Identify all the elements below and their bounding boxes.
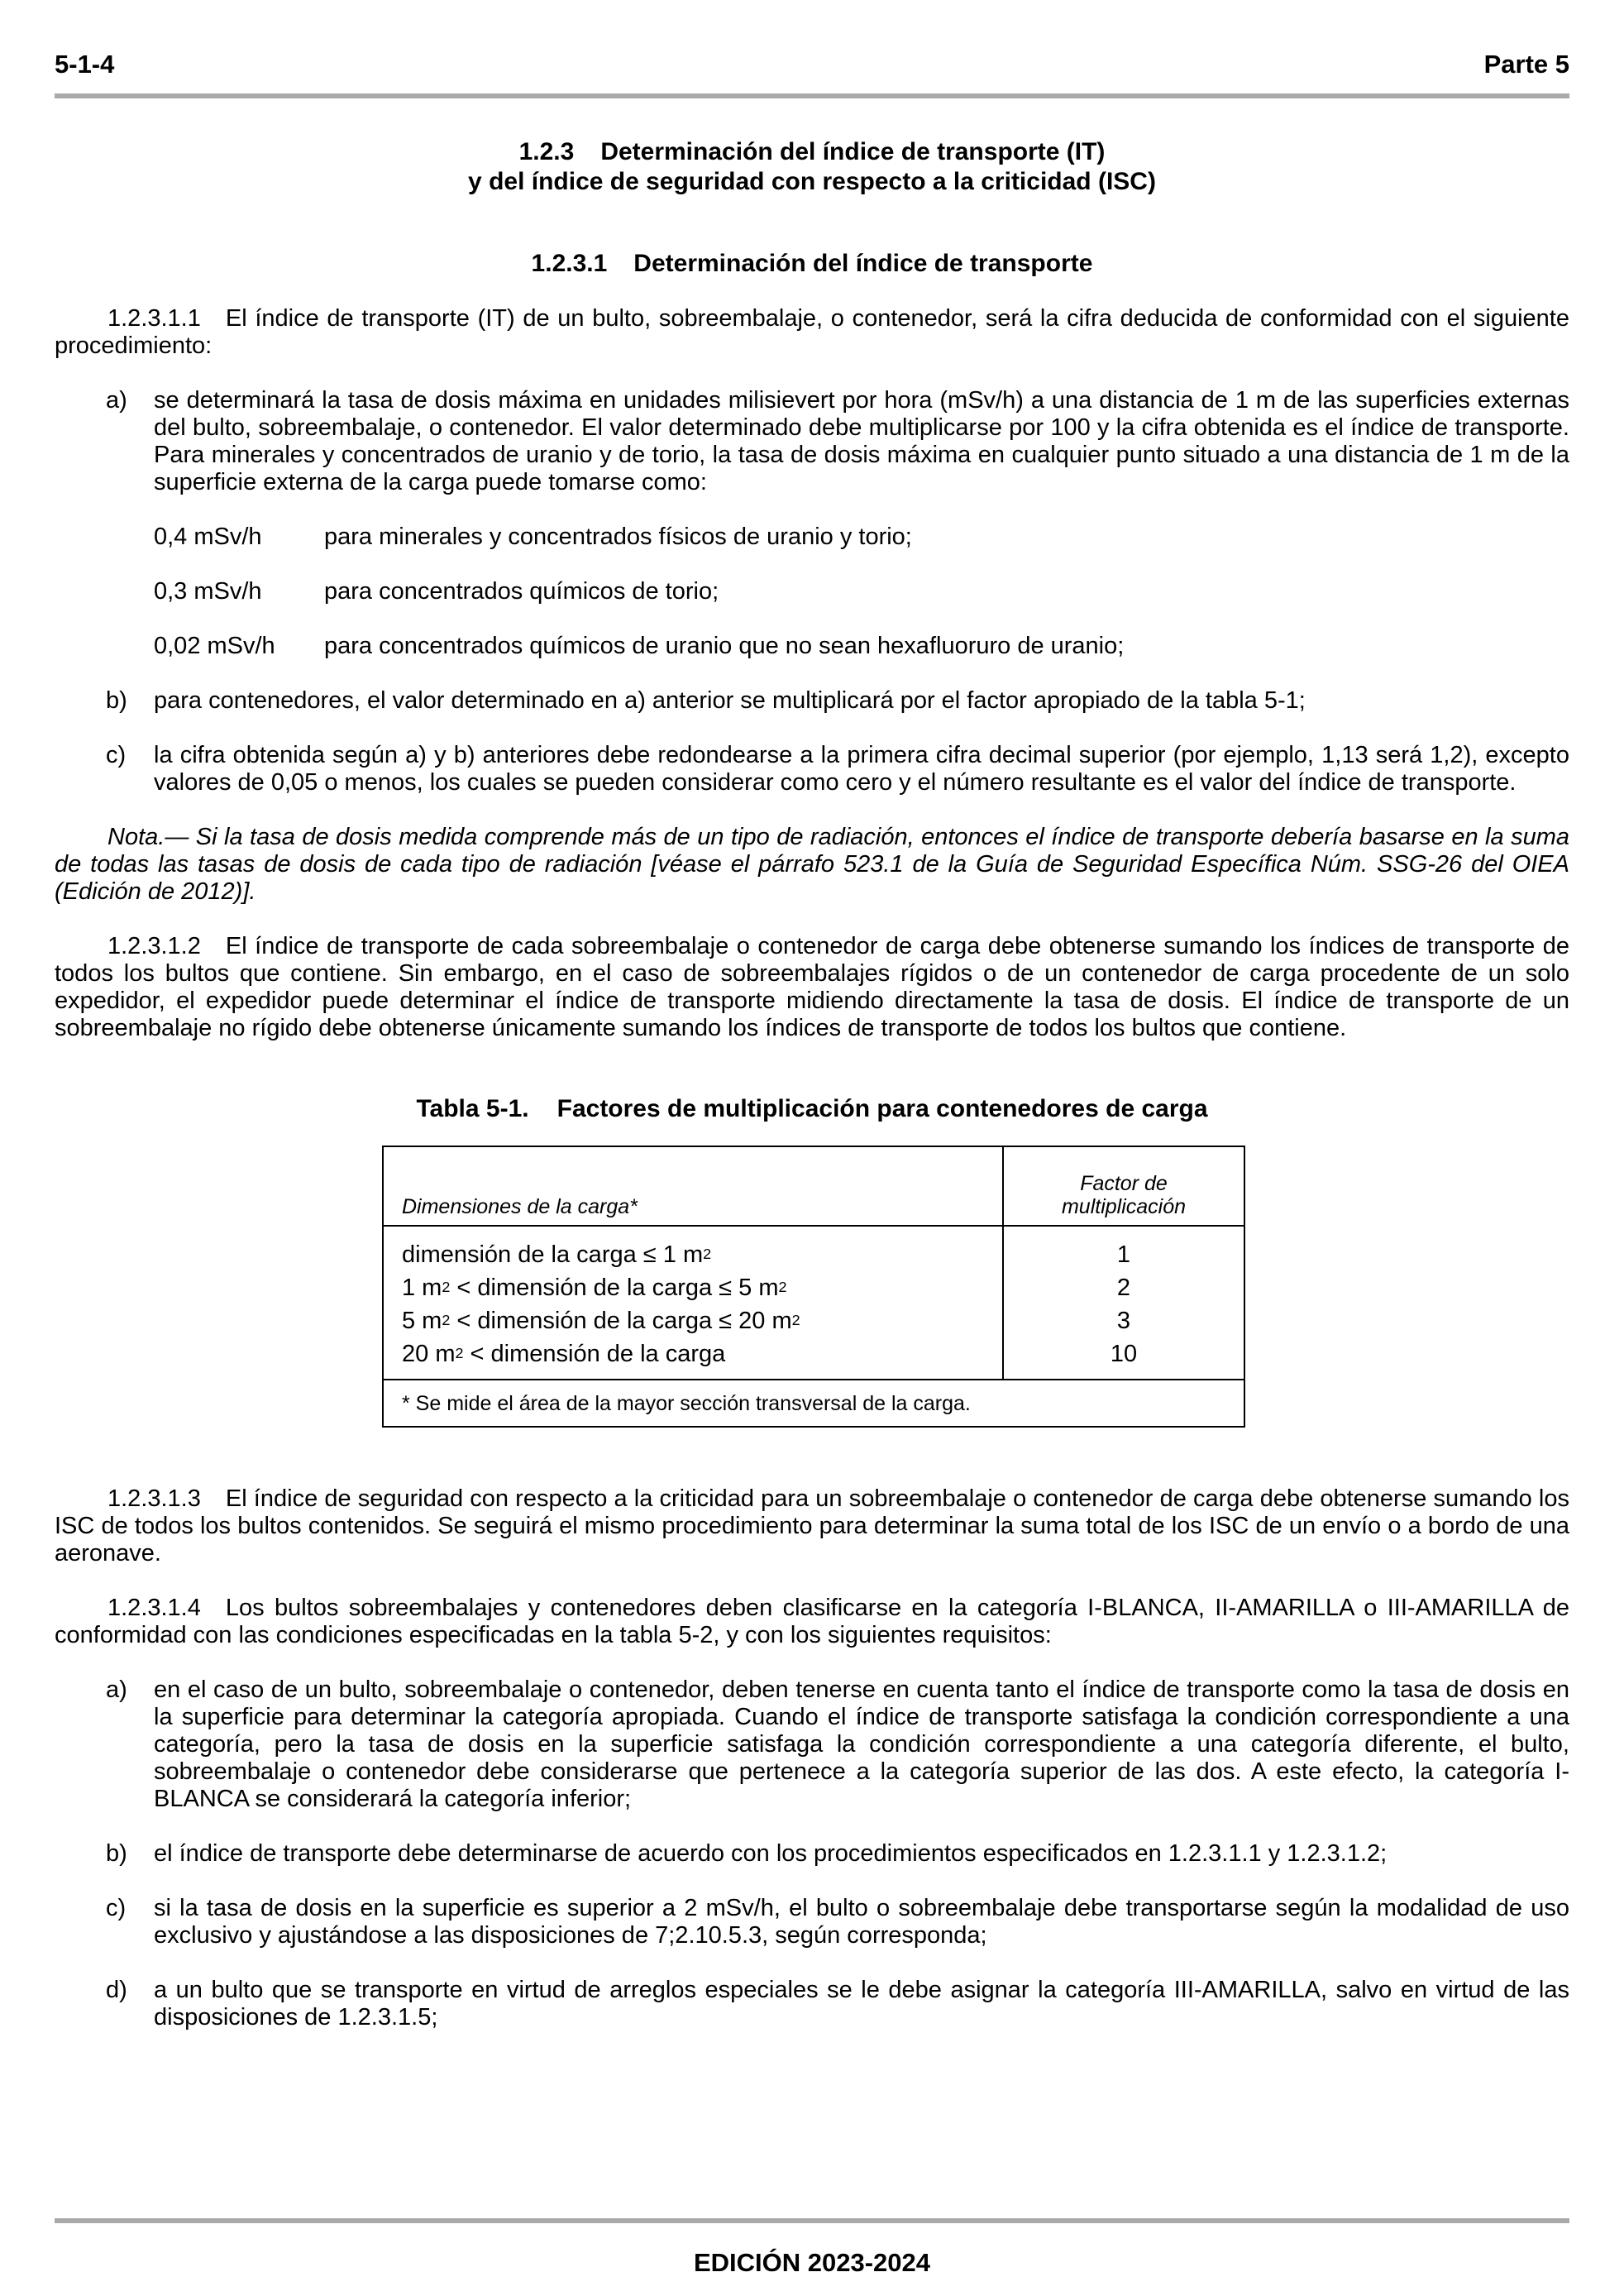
main-content (55, 137, 1569, 2031)
table-row (383, 1226, 1244, 1271)
paragraph-1-2-3-1-1: 1.2.3.1.1 El índice de transporte (IT) de un bulto, sobreembalaje, o contenedor, será la cifra deducida de conformidad con el siguiente procedimiento: (55, 305, 1569, 359)
section-heading-line2: y del índice de seguridad con respecto a la criticidad (ISC) (468, 168, 1156, 195)
part-label: Parte 5 (1483, 50, 1569, 79)
paragraph-1-2-3-1-2: 1.2.3.1.2 El índice de transporte de cada sobreembalaje o contenedor de carga debe obtenerse sumando los índices de transporte de todos los bultos que contiene. Sin embargo, en el caso de sobreembalajes rígidos o de un contenedor de carga procedente de un solo expedidor, el expedidor puede determinar el índice de transporte midiendo directamente la tasa de dosis. El índice de transporte de un sobreembalaje no rígido debe obtenerse únicamente sumando los índices de transporte de todos los bultos que contiene. (55, 933, 1569, 1041)
list-item: a) en el caso de un bulto, sobreembalaje o contenedor, deben tenerse en cuenta tanto el índice de transporte como la tasa de dosis en la superficie para determinar la categoría apropiada. Cuando el índice de transporte satisfaga la condición correspondiente a una categoría, pero la tasa de dosis en la superficie satisfaga la condición correspondiente a una categoría diferente, el bulto, sobreembalaje o contenedor debe considerarse que pertenece a la categoría superior de las dos. A este efecto, la categoría I-BLANCA se considerará la categoría inferior; (106, 1677, 1569, 1812)
dimension-cell: 20 $m^2$ < dimensión de la carga (383, 1337, 1003, 1380)
factor-cell: 3 (1003, 1304, 1244, 1337)
dose-rate-row: 0,02 mSv/h para concentrados químicos de uranio que no sean hexafluoruro de uranio; (154, 633, 1125, 659)
dose-rate-row: 0,3 mSv/h para concentrados químicos de torio; (154, 578, 719, 605)
subsection-heading: 1.2.3.1 Determinación del índice de transporte (531, 250, 1093, 277)
factor-cell: 2 (1003, 1271, 1244, 1304)
list-item: b) el índice de transporte debe determinarse de acuerdo con los procedimientos especificados en 1.2.3.1.1 y 1.2.3.1.2; (106, 1840, 1388, 1867)
page-number: 5-1-4 (55, 50, 115, 79)
edition-footer: EDICIÓN 2023-2024 (693, 2248, 931, 2277)
list-item: d) a un bulto que se transporte en virtud de arreglos especiales se le debe asignar la categoría III-AMARILLA, salvo en virtud de las disposiciones de 1.2.3.1.5; (106, 1977, 1569, 2031)
factor-cell: 1 (1003, 1226, 1244, 1271)
dimension-cell: 5 $m^2$ < dimensión de la carga ≤ 20 $m^2$ (383, 1304, 1003, 1337)
paragraph-1-2-3-1-3: 1.2.3.1.3 El índice de seguridad con respecto a la criticidad para un sobreembalaje o contenedor de carga debe obtenerse sumando los ISC de todos los bultos contenidos. Se seguirá el mismo procedimiento para determinar la suma total de los ISC de un envío o a bordo de una aeronave. (55, 1485, 1569, 1567)
list-item: c) la cifra obtenida según a) y b) anteriores debe redondearse a la primera cifra decimal superior (por ejemplo, 1,13 será 1,2), excepto valores de 0,05 o menos, los cuales se pueden considerar como cero y el número resultante es el valor del índice de transporte. (106, 742, 1569, 796)
multiplication-factor-table (382, 1146, 1245, 1428)
footer-rule (55, 2218, 1569, 2223)
table-row (383, 1304, 1244, 1337)
table-footnote-row (383, 1380, 1244, 1427)
table-row (383, 1271, 1244, 1304)
table-header-row (383, 1146, 1244, 1226)
section-heading: 1.2.3 Determinación del índice de transporte (IT) (518, 138, 1106, 165)
table-row (383, 1337, 1244, 1380)
table-footnote: * Se mide el área de la mayor sección transversal de la carga. (383, 1380, 1244, 1427)
list-item: c) si la tasa de dosis en la superficie es superior a 2 mSv/h, el bulto o sobreembalaje debe transportarse según la modalidad de uso exclusivo y ajustándose a las disposiciones de 7;2.10.5.3, según corresponda; (106, 1895, 1569, 1949)
column-header-factor: Factor de multiplicación (1003, 1146, 1244, 1226)
page-header (55, 50, 1569, 83)
column-header-dimensions: Dimensiones de la carga* (383, 1146, 1003, 1226)
paragraph-1-2-3-1-4: 1.2.3.1.4 Los bultos sobreembalajes y contenedores deben clasificarse en la categoría I-BLANCA, II-AMARILLA o III-AMARILLA de conformidad con las condiciones especificadas en la tabla 5-2, y con los siguientes requisitos: (55, 1595, 1569, 1648)
note: Nota.— Si la tasa de dosis medida comprende más de un tipo de radiación, entonces el índice de transporte debería basarse en la suma de todas las tasas de dosis de cada tipo de radiación [véase el párrafo 523.1 de la Guía de Seguridad Específica Núm. SSG-26 del OIEA (Edición de 2012)]. (55, 824, 1569, 905)
list-item: b) para contenedores, el valor determinado en a) anterior se multiplicará por el factor apropiado de la tabla 5-1; (106, 687, 1306, 714)
table-caption: Tabla 5-1. Factores de multiplicación para contenedores de carga (416, 1095, 1208, 1122)
dimension-cell: 1 $m^2$ < dimensión de la carga ≤ 5 $m^2$ (383, 1271, 1003, 1304)
dimension-cell: dimensión de la carga ≤ 1 $m^2$ (383, 1226, 1003, 1271)
header-rule (55, 93, 1569, 98)
factor-cell: 10 (1003, 1337, 1244, 1380)
dose-rate-row: 0,4 mSv/h para minerales y concentrados físicos de uranio y torio; (154, 524, 912, 550)
list-item: a) se determinará la tasa de dosis máxima en unidades milisievert por hora (mSv/h) a una distancia de 1 m de las superficies externas del bulto, sobreembalaje, o contenedor. El valor determinado debe multiplicarse por 100 y la cifra obtenida es el índice de transporte. Para minerales y concentrados de uranio y de torio, la tasa de dosis máxima en cualquier punto situado a una distancia de 1 m de la superficie externa de la carga puede tomarse como: (106, 387, 1569, 495)
